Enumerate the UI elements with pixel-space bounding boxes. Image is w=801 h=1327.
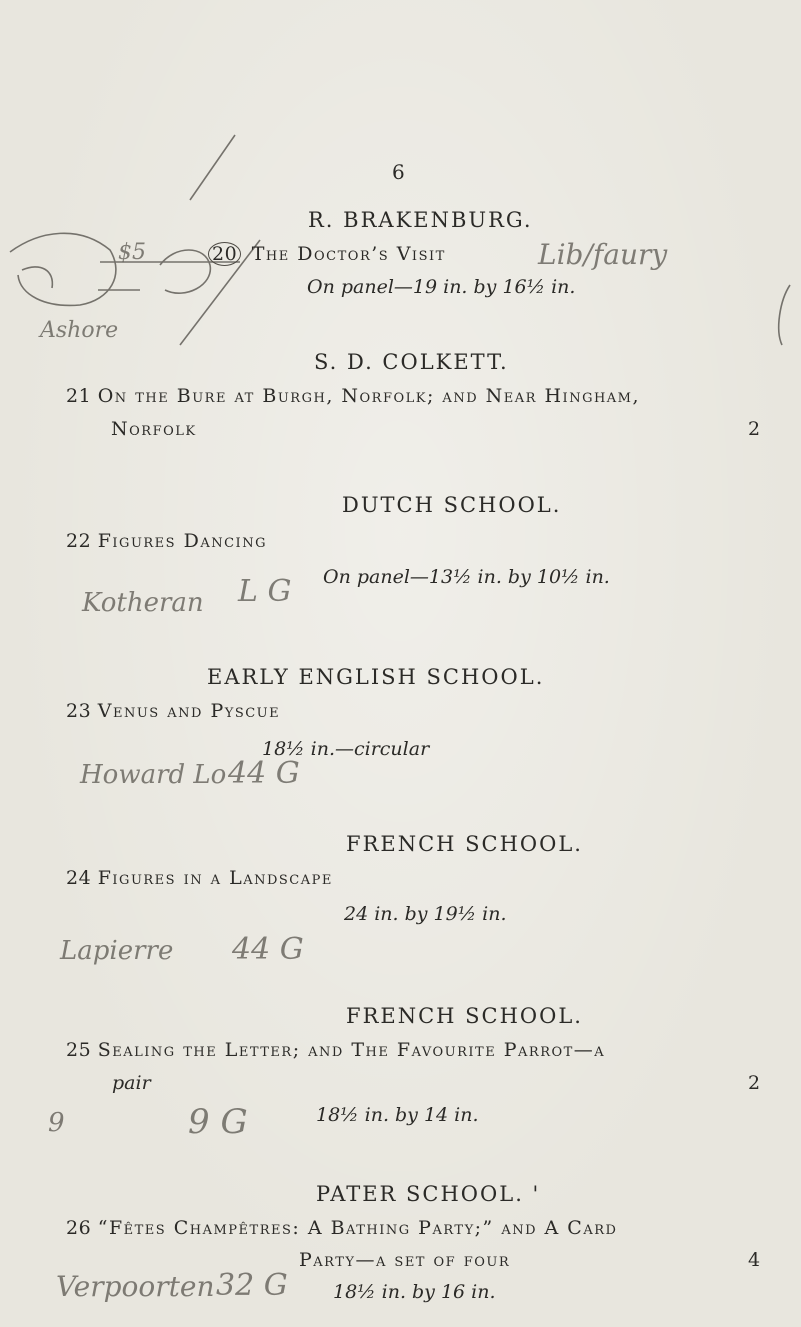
handwritten-price: 32 G bbox=[216, 1268, 288, 1303]
handwritten-price: 44 G bbox=[232, 932, 304, 967]
handwritten-buyer: Lib/faury bbox=[538, 238, 668, 271]
lot-title: On the Bure at Burgh, Norfolk; and Near Hingham, bbox=[97, 385, 641, 407]
artist-heading: FRENCH SCHOOL. bbox=[346, 1004, 583, 1028]
lot-detail: On panel—19 in. by 16½ in. bbox=[307, 276, 576, 298]
lot-quantity: 2 bbox=[748, 1072, 761, 1094]
lot-number: 23 bbox=[66, 700, 92, 722]
lot-title: Venus and Pyscue bbox=[97, 700, 281, 722]
lot-title: “Fêtes Champêtres: A Bathing Party;” and A Card bbox=[97, 1217, 618, 1239]
lot-entry bbox=[66, 530, 267, 552]
lot-number: 26 bbox=[66, 1217, 92, 1239]
lot-title-continued bbox=[299, 1249, 510, 1271]
handwritten-margin-note: Verpoorten bbox=[56, 1270, 215, 1303]
lot-entry bbox=[66, 867, 333, 889]
handwritten-margin-note: Howard Lo bbox=[80, 760, 227, 790]
lot-entry bbox=[66, 385, 640, 407]
artist-heading: PATER SCHOOL. ' bbox=[316, 1182, 541, 1206]
lot-detail: 18½ in. by 16 in. bbox=[333, 1281, 496, 1303]
handwritten-margin-note: Kotheran bbox=[82, 588, 204, 618]
lot-entry bbox=[208, 243, 446, 265]
lot-title: Figures in a Landscape bbox=[97, 867, 333, 889]
lot-number: 20 bbox=[208, 242, 241, 266]
lot-entry bbox=[66, 700, 280, 722]
artist-heading: R. BRAKENBURG. bbox=[308, 208, 533, 232]
lot-title-continued-main: Party—a set of four bbox=[299, 1249, 511, 1271]
lot-number: 25 bbox=[66, 1039, 92, 1061]
lot-number: 22 bbox=[66, 530, 92, 552]
artist-heading: DUTCH SCHOOL. bbox=[342, 493, 562, 517]
handwritten-margin-note: 9 bbox=[48, 1108, 65, 1138]
handwritten-margin-note: Ashore bbox=[40, 318, 119, 343]
lot-detail: pair bbox=[112, 1072, 151, 1094]
handwritten-price: 9 G bbox=[188, 1102, 248, 1142]
lot-entry bbox=[66, 1039, 605, 1061]
artist-heading: EARLY ENGLISH SCHOOL. bbox=[207, 665, 545, 689]
lot-number: 21 bbox=[66, 385, 92, 407]
page-number: 6 bbox=[392, 160, 405, 184]
lot-quantity: 4 bbox=[748, 1249, 761, 1271]
lot-title: The Doctor’s Visit bbox=[251, 243, 446, 265]
lot-detail: 18½ in.—circular bbox=[262, 738, 430, 760]
handwritten-price: L G bbox=[238, 574, 292, 609]
lot-entry bbox=[66, 1217, 617, 1239]
handwritten-margin-note: Lapierre bbox=[60, 936, 174, 966]
artist-heading: FRENCH SCHOOL. bbox=[346, 832, 583, 856]
lot-title: Sealing the Letter; and The Favourite Parrot—a bbox=[97, 1039, 606, 1061]
lot-title: Figures Dancing bbox=[97, 530, 267, 552]
lot-number: 24 bbox=[66, 867, 92, 889]
lot-quantity: 2 bbox=[748, 418, 761, 440]
artist-heading: S. D. COLKETT. bbox=[314, 350, 509, 374]
lot-title-continued: Norfolk bbox=[111, 418, 197, 440]
handwritten-price: $5 bbox=[118, 240, 146, 265]
lot-detail: 24 in. by 19½ in. bbox=[344, 903, 507, 925]
lot-detail: On panel—13½ in. by 10½ in. bbox=[323, 566, 610, 588]
handwritten-price: 44 G bbox=[228, 756, 300, 791]
lot-detail-size: 18½ in. by 14 in. bbox=[316, 1104, 479, 1126]
